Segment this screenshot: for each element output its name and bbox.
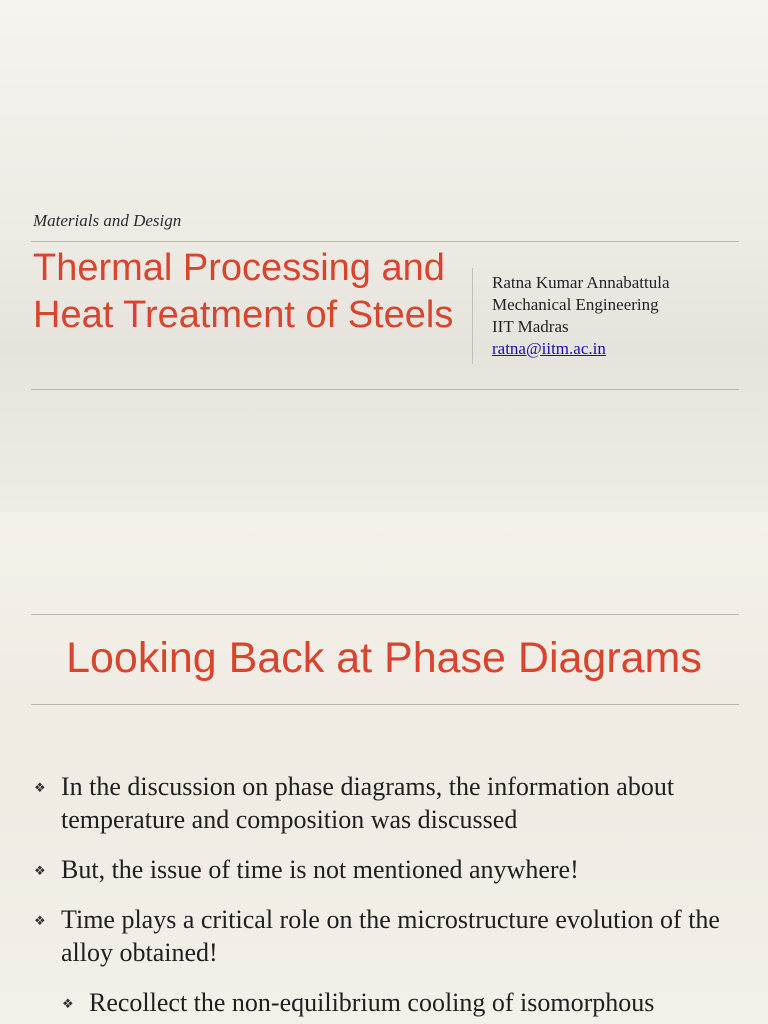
course-subject: Materials and Design (33, 211, 182, 230)
slide-title: Thermal Processing and Heat Treatment of Steels (33, 247, 454, 336)
divider (31, 704, 739, 705)
author-department: Mechanical Engineering (492, 295, 659, 314)
bullet-diamond-icon: ❖ (34, 780, 46, 795)
bullet-diamond-icon: ❖ (34, 863, 46, 878)
divider (31, 241, 739, 242)
bullet-diamond-icon: ❖ (62, 996, 74, 1011)
list-item (0, 770, 768, 836)
author-email-link[interactable]: ratna@iitm.ac.in (492, 339, 606, 358)
bullet-text: Time plays a critical role on the microstructure evolution of the alloy obtained! (61, 905, 720, 967)
bullet-text: Recollect the non-equilibrium cooling of isomorphous (89, 988, 655, 1017)
author-block (492, 272, 670, 360)
divider (31, 389, 739, 390)
bullet-text: In the discussion on phase diagrams, the information about temperature and composition was discussed (61, 772, 675, 834)
bullet-text: But, the issue of time is not mentioned anywhere! (61, 855, 579, 884)
bullet-diamond-icon: ❖ (34, 913, 46, 928)
list-item (0, 986, 768, 1019)
list-item (0, 853, 768, 886)
list-item (0, 903, 768, 969)
divider (31, 614, 739, 615)
vertical-divider (472, 268, 473, 364)
content-slide (0, 512, 768, 1024)
bullet-list (0, 770, 768, 1024)
author-institute: IIT Madras (492, 317, 569, 336)
author-name: Ratna Kumar Annabattula (492, 273, 670, 292)
slide-heading: Looking Back at Phase Diagrams (66, 634, 702, 682)
